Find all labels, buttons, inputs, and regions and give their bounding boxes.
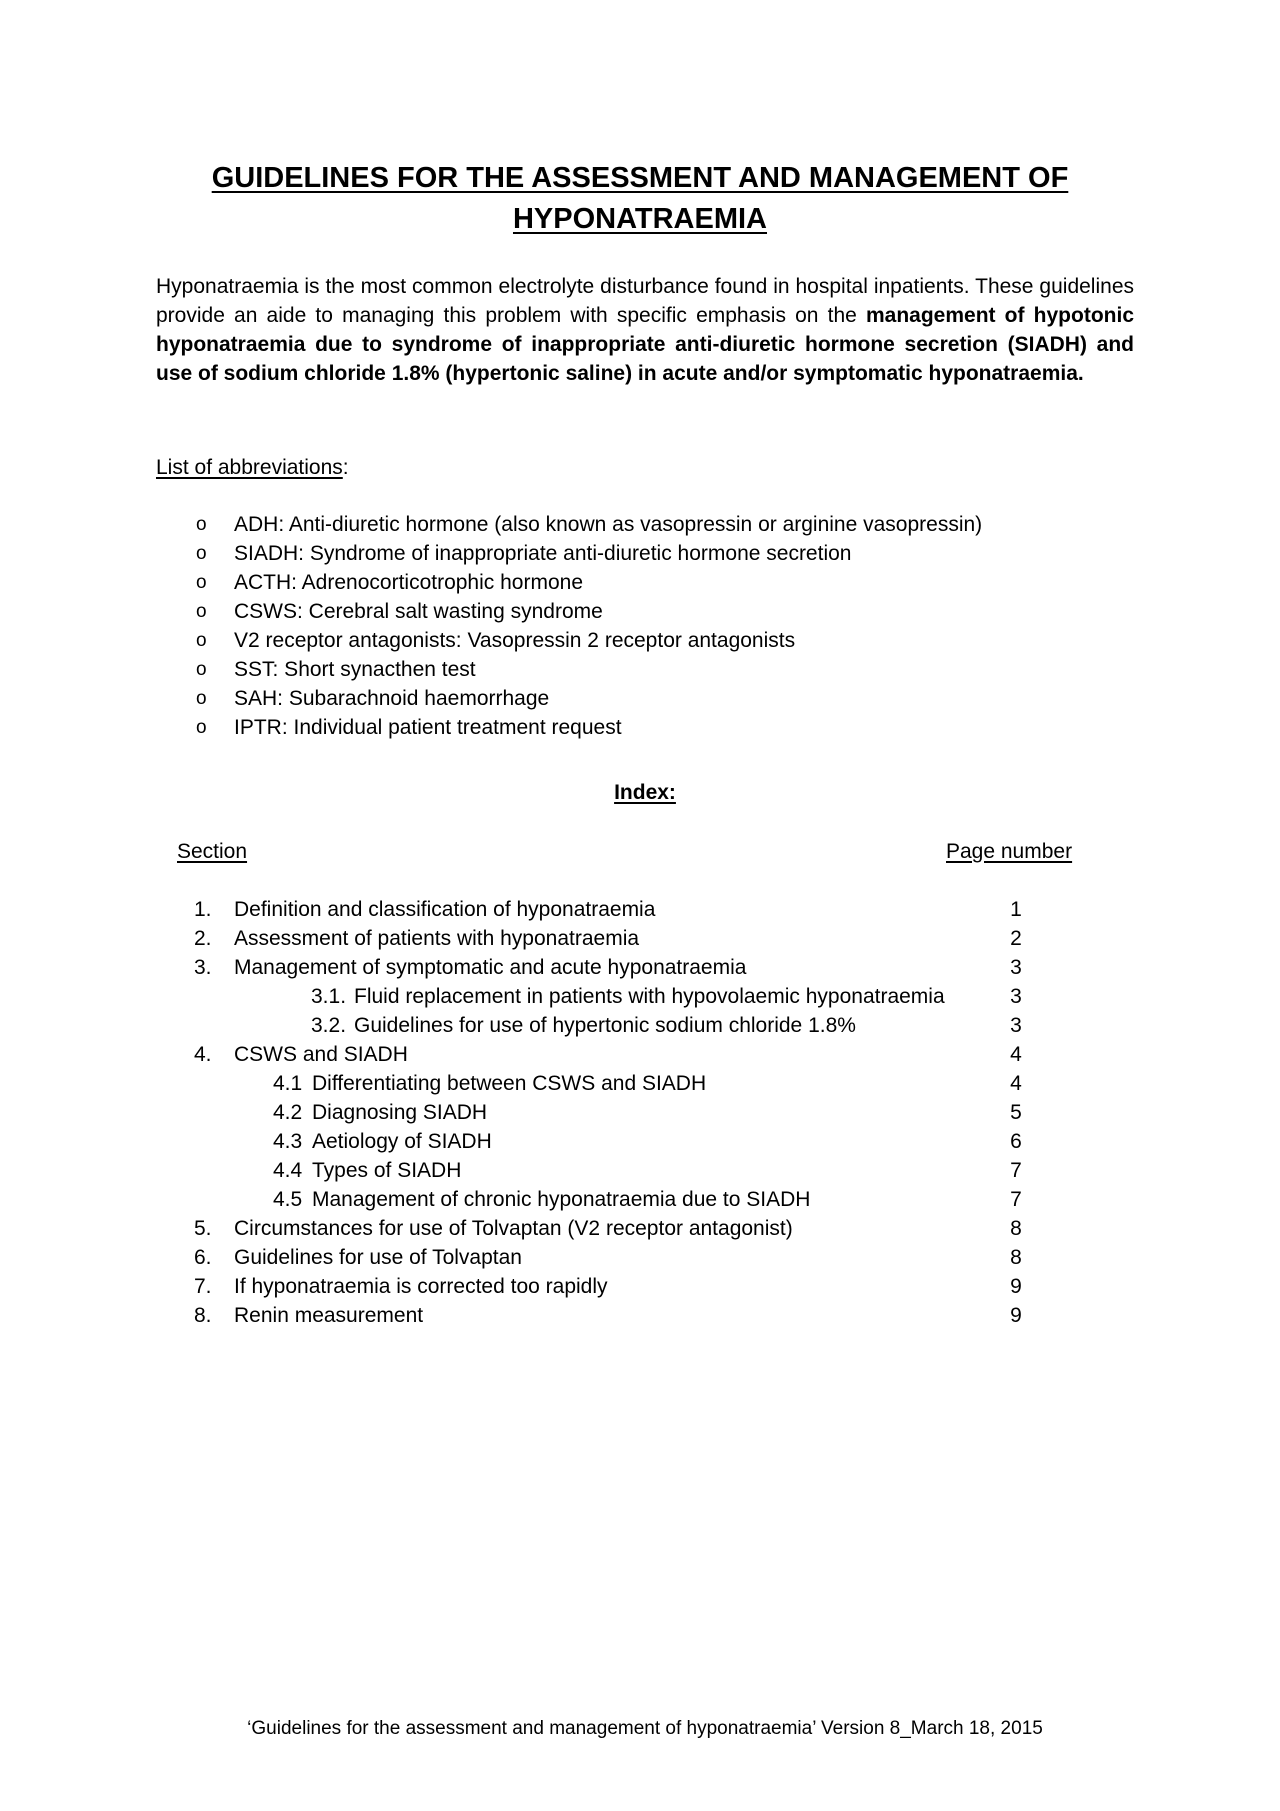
index-entry-number: 4.1 [273,1072,303,1095]
index-entry-number: 4.4 [273,1159,303,1182]
index-entry-number: 7. [194,1275,212,1298]
bullet-icon: o [196,601,207,622]
abbreviation-text: ACTH: Adrenocorticotrophic hormone [234,571,583,594]
index-entry-page: 6 [1010,1130,1022,1153]
index-entry-number: 4. [194,1043,212,1066]
index-entry-page: 9 [1010,1304,1022,1327]
abbreviation-item [156,713,1136,742]
index-entry-number: 5. [194,1217,212,1240]
index-section-column-header: Section [177,840,248,863]
index-entry-title: Diagnosing SIADH [312,1101,488,1124]
abbreviation-item [156,684,1136,713]
index-entry-page: 9 [1010,1275,1022,1298]
index-subentry [0,1185,1280,1214]
index-entry-number: 4.2 [273,1101,303,1124]
index-entry-number: 4.3 [273,1130,303,1153]
intro-plain-text: Hyponatraemia is the most common electrolyte disturbance found in hospital inpatients. These guidelines provide an aide to managing this problem with specific emphasis on the [156,275,1134,327]
bullet-icon: o [196,717,207,738]
abbreviation-item [156,626,1136,655]
bullet-icon: o [196,572,207,593]
index-entry-title: Aetiology of SIADH [312,1130,492,1153]
index-entry [0,1272,1280,1301]
abbreviations-heading [156,453,349,482]
bullet-icon: o [196,543,207,564]
index-entry-number: 4.5 [273,1188,303,1211]
intro-bold-text: management of hypotonic hyponatraemia due to syndrome of inappropriate anti-diuretic hormone secretion (SIADH) and use of sodium chloride 1.8% (hypertonic saline) in acute and/or symptomatic hyponatraemia. [156,304,1134,385]
abbreviation-text: SIADH: Syndrome of inappropriate anti-diuretic hormone secretion [234,542,852,565]
index-subentry [0,1127,1280,1156]
index-entry-title: If hyponatraemia is corrected too rapidly [234,1275,608,1298]
index-entry [0,953,1280,982]
index-entry [0,1214,1280,1243]
index-entry-page: 1 [1010,898,1022,921]
abbreviation-text: SST: Short synacthen test [234,658,476,681]
index-entry-title: Management of chronic hyponatraemia due to SIADH [312,1188,811,1211]
abbreviation-text: IPTR: Individual patient treatment request [234,716,622,739]
title-line-1: GUIDELINES FOR THE ASSESSMENT AND MANAGEMENT OF [211,162,1069,194]
index-entry-page: 7 [1010,1159,1022,1182]
index-entry [0,924,1280,953]
abbreviation-text: CSWS: Cerebral salt wasting syndrome [234,600,603,623]
index-entry-number: 3.2. [311,1014,347,1037]
index-entry-number: 8. [194,1304,212,1327]
intro-paragraph [156,272,1134,388]
bullet-icon: o [196,630,207,651]
index-entry-page: 4 [1010,1043,1022,1066]
index-entry-page: 7 [1010,1188,1022,1211]
abbreviation-item [156,568,1136,597]
abbreviation-item [156,597,1136,626]
abbreviations-heading-text: List of abbreviations [156,456,343,479]
index-entry [0,895,1280,924]
index-subentry [0,1069,1280,1098]
abbreviation-item [156,510,1136,539]
abbreviations-list [156,510,1136,742]
index-entry-number: 6. [194,1246,212,1269]
index-subentry [0,1098,1280,1127]
index-entry-page: 3 [1010,985,1022,1008]
index-entry-title: Management of symptomatic and acute hyponatraemia [234,956,747,979]
index-entry-number: 2. [194,927,212,950]
abbreviations-heading-colon: : [342,456,349,479]
index-entry-page: 8 [1010,1217,1022,1240]
index-subentry [0,1156,1280,1185]
page-footer: ‘Guidelines for the assessment and management of hyponatraemia’ Version 8_March 18, 2015 [247,1718,1043,1739]
index-entry [0,1301,1280,1330]
index-entry-number: 1. [194,898,212,921]
index-entry-title: Guidelines for use of Tolvaptan [234,1246,522,1269]
index-page-column-header: Page number [946,840,1073,863]
index-entry-title: Renin measurement [234,1304,424,1327]
abbreviation-text: ADH: Anti-diuretic hormone (also known as vasopressin or arginine vasopressin) [234,513,983,536]
abbreviation-text: V2 receptor antagonists: Vasopressin 2 receptor antagonists [234,629,796,652]
index-entry-title: Circumstances for use of Tolvaptan (V2 receptor antagonist) [234,1217,793,1240]
index-entry-page: 3 [1010,1014,1022,1037]
index-heading: Index: [614,781,676,804]
index-subentry [0,1011,1280,1040]
index-entry [0,1040,1280,1069]
index-list [0,895,1280,1330]
index-entry-title: CSWS and SIADH [234,1043,408,1066]
index-entry-page: 3 [1010,956,1022,979]
index-entry-title: Fluid replacement in patients with hypovolaemic hyponatraemia [354,985,945,1008]
index-entry-title: Differentiating between CSWS and SIADH [312,1072,707,1095]
abbreviation-item [156,539,1136,568]
bullet-icon: o [196,688,207,709]
document-title [156,158,1124,240]
index-entry-title: Definition and classification of hyponatraemia [234,898,656,921]
index-entry-title: Assessment of patients with hyponatraemia [234,927,640,950]
title-line-2: HYPONATRAEMIA [512,203,768,235]
index-entry-number: 3.1. [311,985,347,1008]
abbreviation-text: SAH: Subarachnoid haemorrhage [234,687,550,710]
index-entry [0,1243,1280,1272]
index-entry-title: Guidelines for use of hypertonic sodium chloride 1.8% [354,1014,856,1037]
index-subentry [0,982,1280,1011]
bullet-icon: o [196,659,207,680]
index-entry-page: 8 [1010,1246,1022,1269]
index-entry-page: 5 [1010,1101,1022,1124]
index-entry-title: Types of SIADH [312,1159,462,1182]
index-entry-page: 2 [1010,927,1022,950]
index-entry-page: 4 [1010,1072,1022,1095]
index-entry-number: 3. [194,956,212,979]
bullet-icon: o [196,514,207,535]
abbreviation-item [156,655,1136,684]
